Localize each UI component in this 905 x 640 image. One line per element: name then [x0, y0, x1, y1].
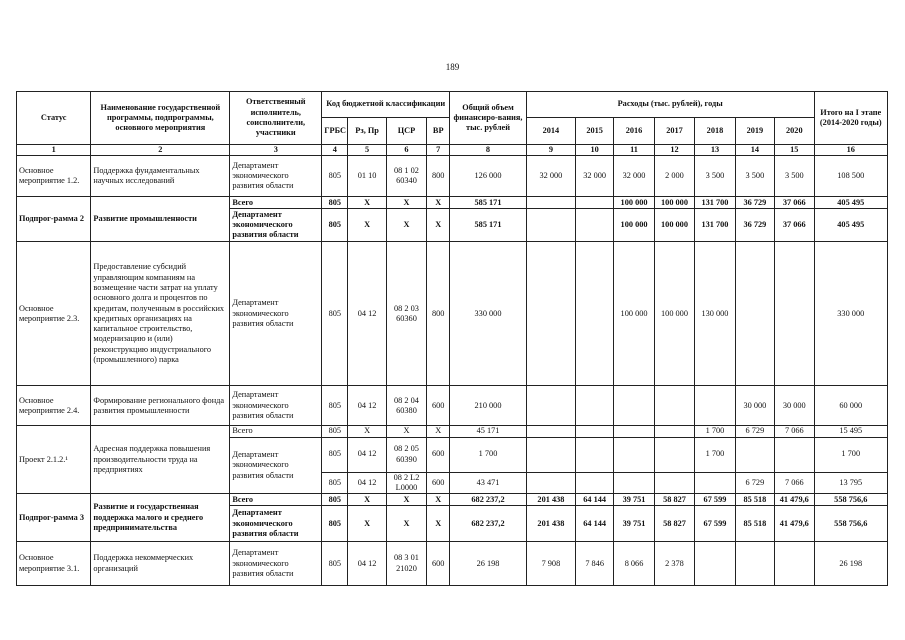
row-year-value: [576, 472, 614, 494]
row-year-value: 2 378: [654, 542, 694, 586]
row-year-value: 67 599: [695, 494, 735, 506]
row-rzpr: X: [348, 506, 386, 542]
row-executor: Департамент экономического развития области: [230, 542, 322, 586]
row-year-value: [576, 197, 614, 209]
row-year-value: 36 729: [735, 197, 774, 209]
row-year-value: [695, 542, 735, 586]
row-name: Развитие и государственная поддержка малого и среднего предпринимательства: [91, 494, 230, 542]
row-csr: X: [386, 426, 426, 437]
row-year-value: 85 518: [735, 494, 774, 506]
row-vr: 600: [427, 542, 450, 586]
row-year-value: 201 438: [526, 494, 575, 506]
row-year-value: [775, 242, 814, 386]
row-csr: 08 1 02 60340: [386, 156, 426, 197]
row-rzpr: 04 12: [348, 472, 386, 494]
row-csr: 08 2 03 60360: [386, 242, 426, 386]
row-year-value: 32 000: [576, 156, 614, 197]
row-year-value: 7 908: [526, 542, 575, 586]
header-itogo: Итого на I этапе (2014-2020 годы): [814, 92, 887, 145]
header-name: Наименование государственной программы, подпрограммы, основного мероприятия: [91, 92, 230, 145]
header-executor: Ответственный исполнитель, соисполнители, участники: [230, 92, 322, 145]
column-number: 13: [695, 145, 735, 156]
row-status: Проект 2.1.2.¹: [17, 426, 91, 494]
row-year-value: 100 000: [614, 209, 654, 242]
row-grbs: 805: [322, 506, 348, 542]
row-year-value: 8 066: [614, 542, 654, 586]
row-year-value: [654, 386, 694, 426]
row-name: Поддержка фундаментальных научных исследований: [91, 156, 230, 197]
row-year-value: 30 000: [735, 386, 774, 426]
row-year-value: 7 066: [775, 472, 814, 494]
row-executor: Департамент экономического развития области: [230, 506, 322, 542]
table-row: [17, 197, 888, 209]
row-year-value: [654, 472, 694, 494]
row-year-value: 41 479,6: [775, 506, 814, 542]
row-executor: Департамент экономического развития области: [230, 156, 322, 197]
row-rzpr: X: [348, 494, 386, 506]
row-executor: Департамент экономического развития области: [230, 242, 322, 386]
row-vr: 600: [427, 386, 450, 426]
row-itogo: 108 500: [814, 156, 887, 197]
column-number: 4: [322, 145, 348, 156]
row-status: Подпрог-рамма 3: [17, 494, 91, 542]
row-rzpr: X: [348, 197, 386, 209]
row-year-value: 6 729: [735, 472, 774, 494]
row-total: 330 000: [450, 242, 527, 386]
row-year-value: 58 827: [654, 506, 694, 542]
row-year-value: 41 479,6: [775, 494, 814, 506]
column-number: 12: [654, 145, 694, 156]
row-year-value: [526, 472, 575, 494]
row-grbs: 805: [322, 209, 348, 242]
row-total: 1 700: [450, 437, 527, 472]
row-year-value: 64 144: [576, 494, 614, 506]
row-year-value: [654, 437, 694, 472]
column-number: 10: [576, 145, 614, 156]
column-number: 6: [386, 145, 426, 156]
row-itogo: 558 756,6: [814, 494, 887, 506]
row-total: 26 198: [450, 542, 527, 586]
header-grbs: ГРБС: [322, 118, 348, 145]
table-row: [17, 386, 888, 426]
row-year-value: 39 751: [614, 494, 654, 506]
row-year-value: 201 438: [526, 506, 575, 542]
row-total: 682 237,2: [450, 506, 527, 542]
row-year-value: [576, 242, 614, 386]
header-year: 2016: [614, 118, 654, 145]
row-year-value: 32 000: [526, 156, 575, 197]
row-year-value: 2 000: [654, 156, 694, 197]
row-rzpr: X: [348, 426, 386, 437]
row-csr: 08 2 05 60390: [386, 437, 426, 472]
row-year-value: 37 066: [775, 197, 814, 209]
row-vr: X: [427, 426, 450, 437]
row-year-value: 131 700: [695, 209, 735, 242]
row-csr: X: [386, 209, 426, 242]
row-year-value: 130 000: [695, 242, 735, 386]
row-year-value: [695, 386, 735, 426]
row-year-value: 64 144: [576, 506, 614, 542]
row-year-value: 36 729: [735, 209, 774, 242]
row-executor: Всего: [230, 197, 322, 209]
row-year-value: 30 000: [775, 386, 814, 426]
row-itogo: 13 795: [814, 472, 887, 494]
column-number: 8: [450, 145, 527, 156]
row-vr: 800: [427, 156, 450, 197]
row-status: Основное мероприятие 2.3.: [17, 242, 91, 386]
column-number: 14: [735, 145, 774, 156]
row-total: 682 237,2: [450, 494, 527, 506]
row-itogo: 26 198: [814, 542, 887, 586]
row-executor: Департамент экономического развития области: [230, 386, 322, 426]
row-csr: X: [386, 197, 426, 209]
header-year: 2015: [576, 118, 614, 145]
column-number: 3: [230, 145, 322, 156]
row-executor: Всего: [230, 426, 322, 437]
row-year-value: [695, 472, 735, 494]
row-grbs: 805: [322, 197, 348, 209]
row-rzpr: 04 12: [348, 242, 386, 386]
row-grbs: 805: [322, 242, 348, 386]
row-year-value: [576, 386, 614, 426]
header-csr: ЦСР: [386, 118, 426, 145]
row-csr: 08 3 01 21020: [386, 542, 426, 586]
table-row: [17, 242, 888, 386]
header-rzpr: Рз, Пр: [348, 118, 386, 145]
row-rzpr: 04 12: [348, 437, 386, 472]
row-year-value: 3 500: [735, 156, 774, 197]
header-expenses: Расходы (тыс. рублей), годы: [526, 92, 814, 118]
row-csr: 08 2 L2 L0000: [386, 472, 426, 494]
row-grbs: 805: [322, 472, 348, 494]
row-year-value: [526, 426, 575, 437]
table-row: [17, 542, 888, 586]
header-year: 2019: [735, 118, 774, 145]
row-year-value: 85 518: [735, 506, 774, 542]
row-name: Адресная поддержка повышения производительности труда на предприятиях: [91, 426, 230, 494]
header-vr: ВР: [427, 118, 450, 145]
row-name: Развитие промышленности: [91, 197, 230, 242]
row-grbs: 805: [322, 542, 348, 586]
row-vr: 600: [427, 472, 450, 494]
row-name: Формирование регионального фонда развития промышленности: [91, 386, 230, 426]
header-status: Статус: [17, 92, 91, 145]
row-total: 43 471: [450, 472, 527, 494]
row-grbs: 805: [322, 386, 348, 426]
row-year-value: [576, 437, 614, 472]
row-vr: 800: [427, 242, 450, 386]
row-year-value: 1 700: [695, 437, 735, 472]
header-year: 2014: [526, 118, 575, 145]
row-year-value: [614, 437, 654, 472]
row-year-value: 7 066: [775, 426, 814, 437]
row-status: Основное мероприятие 1.2.: [17, 156, 91, 197]
row-itogo: 60 000: [814, 386, 887, 426]
row-itogo: 330 000: [814, 242, 887, 386]
row-grbs: 805: [322, 156, 348, 197]
row-year-value: [775, 437, 814, 472]
header-total-fin: Общий объем финансиро-вания, тыс. рублей: [450, 92, 527, 145]
row-year-value: [526, 209, 575, 242]
row-itogo: 15 495: [814, 426, 887, 437]
row-total: 126 000: [450, 156, 527, 197]
row-year-value: 37 066: [775, 209, 814, 242]
header-budget-code: Код бюджетной классификации: [322, 92, 450, 118]
row-year-value: 3 500: [775, 156, 814, 197]
row-grbs: 805: [322, 426, 348, 437]
row-name: Предоставление субсидий управляющим компаниям на возмещение части затрат на уплату основного долга и процентов по кредитам, полученным в российских кредитных организациях на капитальное строительство, модернизацию и (или) реконструкцию индустриального (промышленного) парка: [91, 242, 230, 386]
row-year-value: [654, 426, 694, 437]
row-year-value: 39 751: [614, 506, 654, 542]
row-year-value: 100 000: [614, 242, 654, 386]
row-year-value: 67 599: [695, 506, 735, 542]
row-year-value: 3 500: [695, 156, 735, 197]
row-year-value: 58 827: [654, 494, 694, 506]
table-row: [17, 156, 888, 197]
row-year-value: [526, 386, 575, 426]
row-name: Поддержка некоммерческих организаций: [91, 542, 230, 586]
row-year-value: [735, 542, 774, 586]
row-itogo: 558 756,6: [814, 506, 887, 542]
table-row: [17, 426, 888, 437]
row-itogo: 405 495: [814, 197, 887, 209]
row-csr: X: [386, 494, 426, 506]
column-number: 15: [775, 145, 814, 156]
row-year-value: 100 000: [654, 197, 694, 209]
row-year-value: [614, 386, 654, 426]
row-year-value: [775, 542, 814, 586]
row-year-value: [576, 209, 614, 242]
row-grbs: 805: [322, 494, 348, 506]
column-number: 7: [427, 145, 450, 156]
row-executor: Департамент экономического развития области: [230, 437, 322, 494]
row-total: 585 171: [450, 209, 527, 242]
row-year-value: 100 000: [614, 197, 654, 209]
row-year-value: [526, 242, 575, 386]
column-number: 11: [614, 145, 654, 156]
row-total: 585 171: [450, 197, 527, 209]
column-number: 16: [814, 145, 887, 156]
row-year-value: 100 000: [654, 209, 694, 242]
column-number: 1: [17, 145, 91, 156]
row-total: 210 000: [450, 386, 527, 426]
row-status: Подпрог-рамма 2: [17, 197, 91, 242]
header-year: 2020: [775, 118, 814, 145]
row-csr: X: [386, 506, 426, 542]
row-executor: Департамент экономического развития области: [230, 209, 322, 242]
row-year-value: [576, 426, 614, 437]
row-itogo: 405 495: [814, 209, 887, 242]
row-vr: X: [427, 506, 450, 542]
row-year-value: 100 000: [654, 242, 694, 386]
column-number: 9: [526, 145, 575, 156]
row-vr: 600: [427, 437, 450, 472]
row-vr: X: [427, 209, 450, 242]
row-executor: Всего: [230, 494, 322, 506]
row-rzpr: 04 12: [348, 542, 386, 586]
page-number: 189: [445, 62, 460, 72]
row-year-value: [735, 437, 774, 472]
row-year-value: [526, 197, 575, 209]
row-year-value: 131 700: [695, 197, 735, 209]
column-number: 5: [348, 145, 386, 156]
budget-table: [16, 91, 888, 586]
row-year-value: 32 000: [614, 156, 654, 197]
header-year: 2018: [695, 118, 735, 145]
row-csr: 08 2 04 60380: [386, 386, 426, 426]
row-rzpr: X: [348, 209, 386, 242]
row-year-value: [526, 437, 575, 472]
row-year-value: [614, 472, 654, 494]
row-itogo: 1 700: [814, 437, 887, 472]
row-rzpr: 01 10: [348, 156, 386, 197]
row-status: Основное мероприятие 3.1.: [17, 542, 91, 586]
row-total: 45 171: [450, 426, 527, 437]
row-year-value: 1 700: [695, 426, 735, 437]
row-rzpr: 04 12: [348, 386, 386, 426]
column-number: 2: [91, 145, 230, 156]
header-year: 2017: [654, 118, 694, 145]
row-year-value: 7 846: [576, 542, 614, 586]
table-row: [17, 494, 888, 506]
row-grbs: 805: [322, 437, 348, 472]
row-year-value: 6 729: [735, 426, 774, 437]
row-year-value: [614, 426, 654, 437]
row-year-value: [735, 242, 774, 386]
row-status: Основное мероприятие 2.4.: [17, 386, 91, 426]
row-vr: X: [427, 197, 450, 209]
row-vr: X: [427, 494, 450, 506]
